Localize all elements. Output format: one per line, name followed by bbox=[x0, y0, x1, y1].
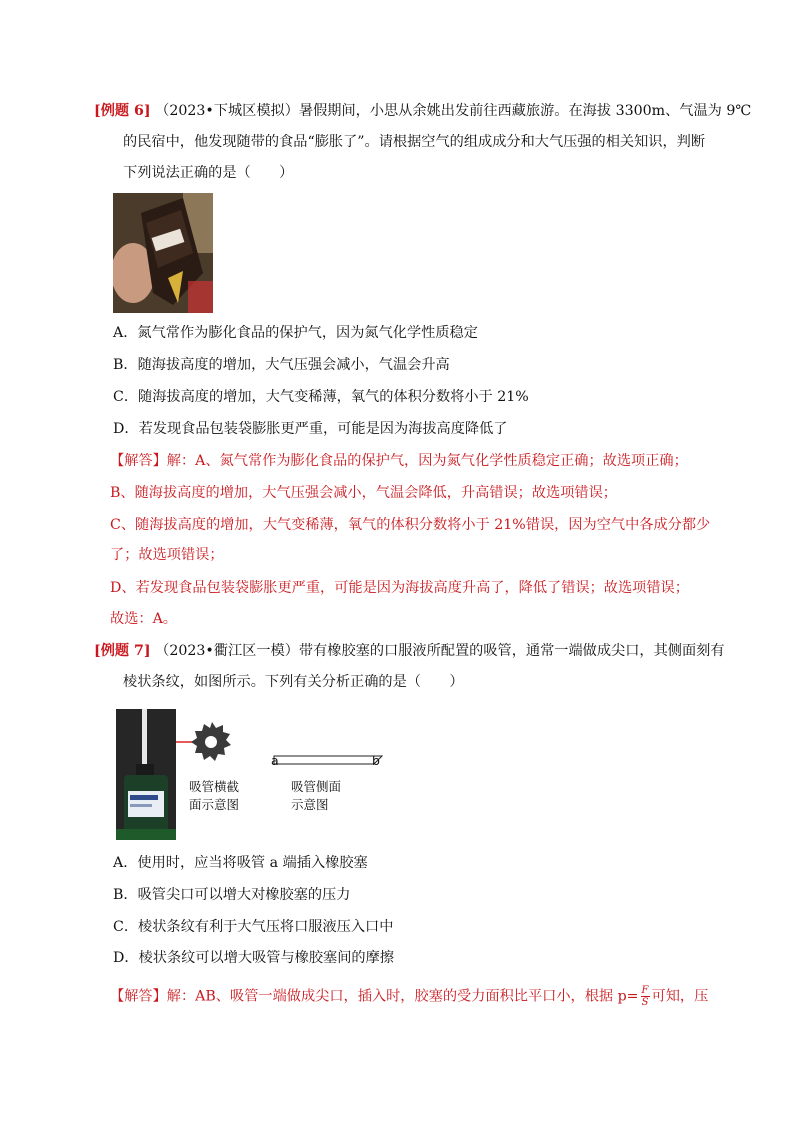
question-6-answer-line-5: D、若发现食品包装袋膨胀更严重，可能是因为海拔高度升高了，降低了错误；故选项错误； bbox=[110, 580, 689, 596]
question-6-line-3: 下列说法正确的是（ ） bbox=[123, 165, 294, 181]
question-7-tag: [例题 7] bbox=[94, 643, 151, 659]
question-7-option-b: B．吸管尖口可以增大对橡胶塞的压力 bbox=[113, 887, 351, 903]
straw-diagram bbox=[176, 718, 386, 778]
question-6-answer-line-6: 故选：A。 bbox=[110, 611, 177, 627]
question-7-option-c: C．棱状条纹有利于大气压将口服液压入口中 bbox=[113, 919, 394, 935]
side-view-caption-1: 吸管侧面 bbox=[291, 779, 342, 794]
question-6-tag: [例题 6] bbox=[94, 103, 151, 119]
cross-section-caption-2: 面示意图 bbox=[189, 797, 240, 812]
side-view-caption-2: 示意图 bbox=[291, 797, 329, 812]
question-6-option-a: A．氮气常作为膨化食品的保护气，因为氮气化学性质稳定 bbox=[113, 325, 478, 341]
straw-side-view-icon bbox=[274, 756, 382, 764]
question-6-answer-line-1: 【解答】解：A、氮气常作为膨化食品的保护气，因为氮气化学性质稳定正确；故选项正确； bbox=[110, 453, 688, 469]
question-6-answer-line-3: C、随海拔高度的增加，大气变稀薄，氧气的体积分数将小于 21%错误，因为空气中各成分都少 bbox=[110, 517, 711, 533]
question-6-option-d: D．若发现食品包装袋膨胀更严重，可能是因为海拔高度降低了 bbox=[113, 421, 508, 437]
question-7-option-d: D．棱状条纹可以增大吸管与橡胶塞间的摩擦 bbox=[113, 950, 394, 966]
question-6-line-1: [例题 6] （2023•下城区模拟）暑假期间，小思从余姚出发前往西藏旅游。在海拔 3300m、气温为 9℃ bbox=[94, 103, 752, 119]
pressure-formula-fraction: $\frac{F}{S}$ bbox=[641, 985, 649, 1008]
snack-bag-illustration bbox=[113, 193, 213, 313]
bottle-illustration bbox=[116, 709, 176, 840]
question-7-option-a: A．使用时，应当将吸管 a 端插入橡胶塞 bbox=[113, 855, 368, 871]
straw-end-b-label: b bbox=[372, 753, 380, 768]
question-6-line-2: 的民宿中，他发现随带的食品“膨胀了”。请根据空气的组成成分和大气压强的相关知识，判断 bbox=[123, 134, 706, 150]
question-7-line-1: [例题 7] （2023•衢江区一模）带有橡胶塞的口服液所配置的吸管，通常一端做成尖口，其侧面刻有 bbox=[94, 643, 725, 659]
question-7-line-2: 棱状条纹，如图所示。下列有关分析正确的是（ ） bbox=[123, 674, 464, 690]
question-6-answer-line-2: B、随海拔高度的增加，大气压强会减小，气温会降低，升高错误；故选项错误； bbox=[110, 485, 617, 501]
question-6-option-b: B．随海拔高度的增加，大气压强会减小，气温会升高 bbox=[113, 357, 450, 373]
straw-end-a-label: a bbox=[271, 753, 279, 768]
question-6-answer-line-4: 了；故选项错误； bbox=[110, 547, 224, 563]
answer-tag: 【解答】 bbox=[110, 453, 167, 469]
question-7-answer-line-1: 【解答】解：AB、吸管一端做成尖口，插入时，胶塞的受力面积比平口小，根据 p= $\frac{F}{S}$ 可知，压 bbox=[110, 985, 709, 1008]
oral-liquid-bottle-photo bbox=[116, 709, 176, 840]
snack-bag-photo bbox=[113, 193, 213, 313]
cross-section-caption-1: 吸管横截 bbox=[189, 779, 240, 794]
question-6-option-c: C．随海拔高度的增加，大气变稀薄，氧气的体积分数将小于 21% bbox=[113, 389, 529, 405]
straw-cross-section-icon bbox=[191, 722, 231, 761]
